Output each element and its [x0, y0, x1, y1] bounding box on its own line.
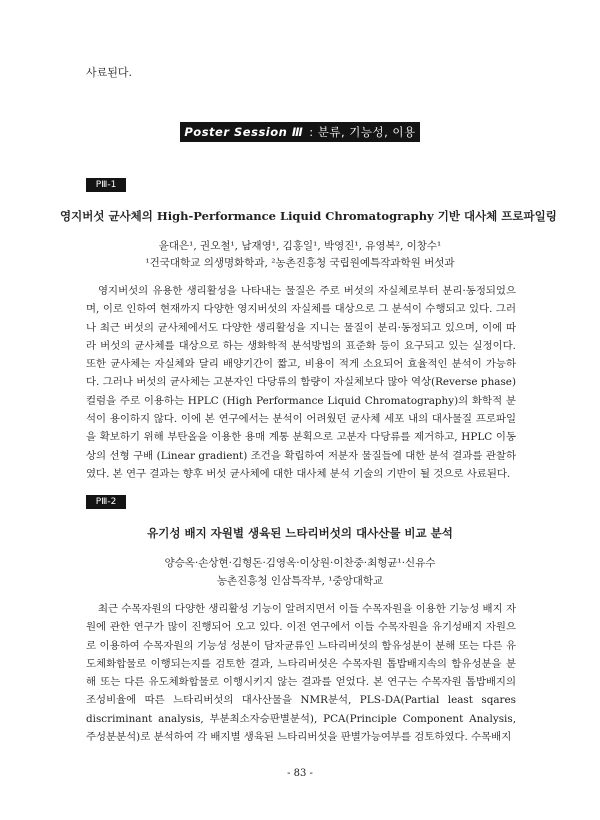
session-banner-part2: : 분류, 기능성, 이용 [309, 125, 416, 139]
abstract-text: 최근 수목자원의 다양한 생리활성 기능이 알려지면서 이들 수목자원을 이용한 기능성 배지 자원에 관한 연구가 많이 진행되어 오고 있다. 이전 연구에서 이들 수목자원을 유기성배지 자원으로 이용하여 수목자원의 기능성 성분이 담자균류인 느타리버섯의 함유성분이 분해 또는 다른 유도체화합물로 이행되는지를 검토한 결과, 느타리버섯은 수목자원 톱밥배지속의 함유성분을 분해 또는 다른 유도체화합물로 이행시키지 않는 결과를 얻었다. 본 연구는 수목자원 톱밥배지의 조성비율에 따른 느타리버섯의 대사산물을 NMR분석, PLS-DA(Partial least sqares discriminant analysis, 부분최소자승판별분석), PCA(Principle Component Analysis, 주성분분석)로 분석하여 각 배지별 생육된 느타리버섯을 판별가능여부를 검토하였다. 수목배지 [86, 603, 516, 744]
abstract-text: 영지버섯의 유용한 생리활성을 나타내는 물질은 주로 버섯의 자실체로부터 분리·동정되었으며, 이로 인하여 현재까지 다양한 영지버섯의 자실체를 대상으로 그 분석이 수행되고 있다. 그러나 최근 버섯의 균사체에서도 다양한 생리활성을 지니는 물질이 분리·동정되고 있으며, 이에 따라 버섯의 균사체를 대상으로 하는 생화학적 분석방법의 표준화 등이 요구되고 있는 실정이다. 또한 균사체는 자실체와 달리 배양기간이 짧고, 비용이 적게 소요되어 효율적인 분석이 가능하다. 그러나 버섯의 균사체는 고분자인 다당류의 함량이 자실체보다 많아 역상(Reverse phase) 컬럼을 주로 이용하는 HPLC (High Performance Liquid Chromatography)의 화학적 분석이 용이하지 않다. 이에 본 연구에서는 분석이 어려웠던 균사체 세포 내의 대사물질 프로파일을 확보하기 위해 부탄올을 이용한 용매 계통 분획으로 고분자 다당류를 제거하고, HPLC 이동상의 선형 구배 (Linear gradient) 조건을 확립하여 저분자 물질들에 대한 분석 결과를 관찰하였다. 본 연구 결과는 향후 버섯 균사체에 대한 대사체 분석 기술의 기반이 될 것으로 사료된다. [86, 285, 516, 480]
page-number: - 83 - [287, 768, 313, 779]
paper-affiliation: 농촌진흥청 인삼특작부, ¹중앙대학교 [216, 575, 384, 587]
paper-title: 유기성 배지 자원별 생육된 느타리버섯의 대사산물 비교 분석 [147, 526, 453, 540]
paper-code-badge: PⅢ-1 [86, 178, 126, 192]
lead-text: 사료된다. [86, 66, 133, 79]
paper-authors: 양승옥·손상현·김형돈·김영옥·이상원·이찬중·최형균¹·신유수 [164, 557, 436, 569]
paper-abstract [86, 282, 516, 483]
paper-title: 영지버섯 균사체의 High-Performance Liquid Chromatography 기반 대사체 프로파일링 [60, 209, 557, 223]
session-banner [180, 122, 420, 142]
session-banner-part1: Poster Session Ⅲ [184, 125, 304, 139]
paper-code-badge: PⅢ-2 [86, 495, 126, 509]
paper-authors: 윤대은¹, 권오철¹, 남재영¹, 김홍일¹, 박영진¹, 유영복², 이창수¹ [158, 240, 442, 252]
paper-abstract [86, 600, 516, 746]
paper-affiliation: ¹건국대학교 의생명화학과, ²농촌진흥청 국립원예특작과학원 버섯과 [145, 257, 455, 269]
